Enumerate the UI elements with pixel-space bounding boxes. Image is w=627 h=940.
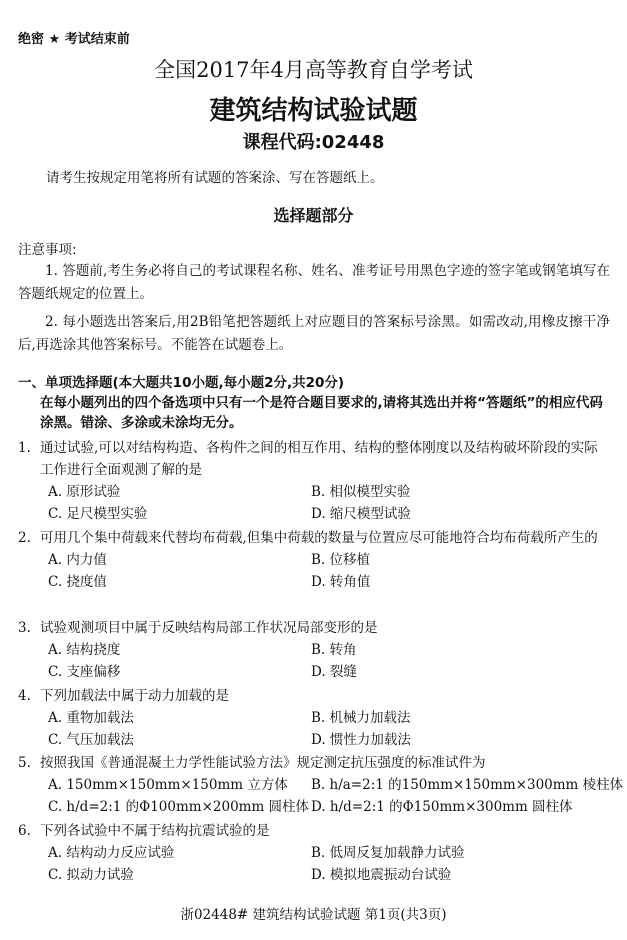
question-2	[18, 527, 610, 593]
option-c: C. 足尺模型实验	[48, 506, 148, 522]
option-b: B. h/a=2:1 的150mm×150mm×300mm 棱柱体	[311, 777, 624, 793]
question-stem: 按照我国《普通混凝土力学性能试验方法》规定测定抗压强度的标准试件为	[40, 755, 486, 771]
question-stem: 下列各试验中不属于结构抗震试验的是	[40, 823, 270, 839]
question-number: 1.	[18, 440, 31, 456]
option-b: B. 位移植	[311, 552, 371, 568]
confidential-label: 绝密 ★ 考试结束前	[18, 32, 130, 47]
part-heading: 一、单项选择题(本大题共10小题,每小题2分,共20分)	[18, 375, 345, 391]
option-c: C. 拟动力试验	[48, 867, 134, 883]
option-a: A. 原形试验	[48, 484, 121, 500]
option-d: D. h/d=2:1 的Φ150mm×300mm 圆柱体	[311, 799, 573, 815]
question-stem: 试验观测项目中属于反映结构局部工作状况局部变形的是	[40, 620, 378, 636]
question-3	[18, 617, 610, 683]
option-d: D. 模拟地震振动台试验	[311, 867, 452, 883]
section-title: 选择题部分	[273, 206, 354, 225]
option-b: B. 机械力加载法	[311, 710, 411, 726]
question-6	[18, 820, 610, 886]
exam-title: 全国2017年4月高等教育自学考试	[154, 58, 473, 82]
question-stem: 可用几个集中荷载来代替均布荷载,但集中荷载的数量与位置应尽可能地符合均布荷载所产生的	[40, 530, 598, 546]
course-code: 课程代码:02448	[242, 132, 385, 153]
question-number: 6.	[18, 823, 31, 839]
question-number: 2.	[18, 530, 31, 546]
option-b: B. 相似模型实验	[311, 484, 411, 500]
option-d: D. 缩尺模型试验	[311, 506, 411, 522]
notes-heading: 注意事项:	[18, 242, 77, 258]
option-c: C. 气压加载法	[48, 732, 134, 748]
paper-title: 建筑结构试验试题	[209, 96, 418, 126]
option-a: A. 内力值	[48, 552, 107, 568]
question-stem: 下列加载法中属于动力加载的是	[40, 688, 229, 704]
question-5	[18, 752, 624, 818]
page-footer: 浙02448# 建筑结构试验试题 第1页(共3页)	[180, 907, 447, 923]
option-c: C. 挠度值	[48, 574, 107, 590]
option-d: D. 裂缝	[311, 664, 357, 680]
question-1	[18, 437, 610, 525]
option-b: B. 转角	[311, 642, 357, 658]
option-b: B. 低周反复加载静力试验	[311, 845, 465, 861]
question-stem: 通过试验,可以对结构构造、各构件之间的相互作用、结构的整体刚度以及结构破坏阶段的实际工作进行全面观测了解的是	[40, 440, 598, 478]
option-d: D. 惯性力加载法	[311, 732, 411, 748]
option-c: C. h/d=2:1 的Φ100mm×200mm 圆柱体	[48, 799, 310, 815]
part-intro: 在每小题列出的四个备选项中只有一个是符合题目要求的,请将其选出并将“答题纸”的相应代码涂黑。错涂、多涂或未涂均无分。	[40, 395, 603, 431]
question-4	[18, 685, 610, 751]
option-a: A. 重物加载法	[48, 710, 134, 726]
option-a: A. 150mm×150mm×150mm 立方体	[48, 777, 288, 793]
note-item: 2. 每小题选出答案后,用2B铅笔把答题纸上对应题目的答案标号涂黑。如需改动,用橡皮擦干净后,再选涂其他答案标号。不能答在试题卷上。	[18, 314, 610, 353]
question-number: 3.	[18, 620, 31, 636]
question-number: 5.	[18, 755, 31, 771]
option-a: A. 结构挠度	[48, 642, 121, 658]
general-instruction: 请考生按规定用笔将所有试题的答案涂、写在答题纸上。	[46, 170, 384, 186]
option-c: C. 支座偏移	[48, 664, 121, 680]
note-item: 1. 答题前,考生务必将自己的考试课程名称、姓名、准考证号用黑色字迹的签字笔或钢笔填写在答题纸规定的位置上。	[18, 263, 610, 302]
question-number: 4.	[18, 688, 31, 704]
option-d: D. 转角值	[311, 574, 371, 590]
option-a: A. 结构动力反应试验	[48, 845, 175, 861]
